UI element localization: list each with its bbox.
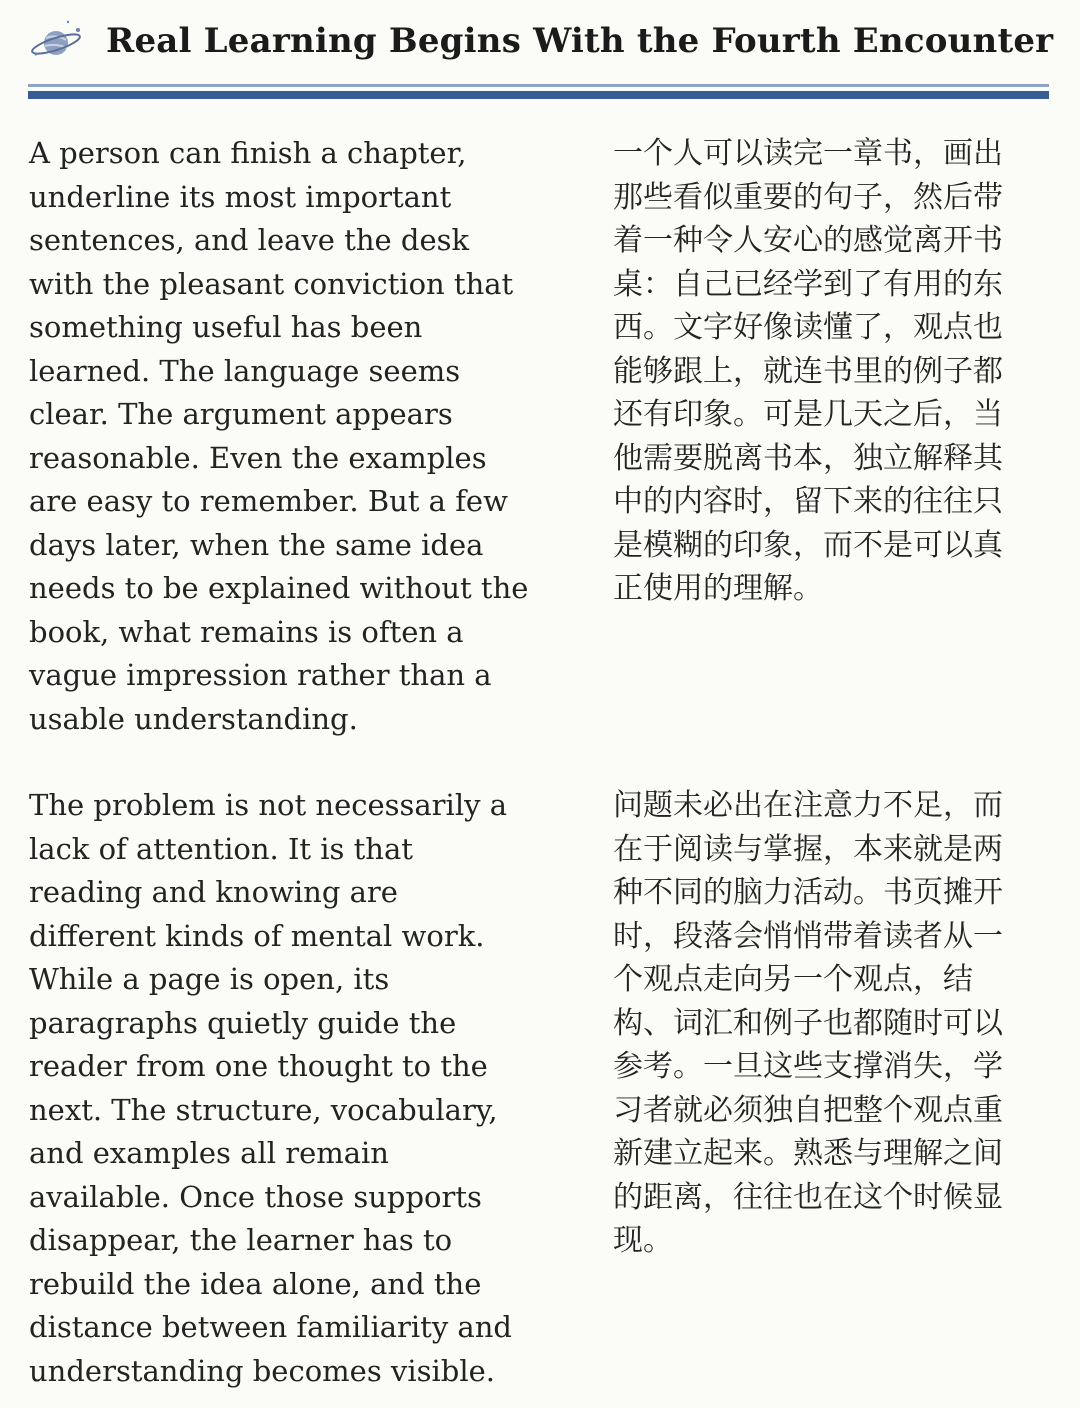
paragraph-1-english: A person can finish a chapter, underline its most important sentences, and leave the desk with the pleasant conviction that something useful has been learned. The language seems clear. The argument appears reasonable. Even the examples are easy to remember. But a few days later, when the same idea needs to be explained without the book, what remains is often a vague impression rather than a usable understanding. xyxy=(29,136,529,736)
page-title: Real Learning Begins With the Fourth Encounter xyxy=(106,21,1054,61)
page-header xyxy=(0,0,1080,100)
paragraph-2-chinese: 问题未必出在注意力不足，而 在于阅读与掌握，本来就是两 种不同的脑力活动。书页摊开 时，段落会悄悄带着读者从一 个观点走向另一个观点，结 构、词汇和例子也都随时可以 参考。一旦这些支撑消失，学 习者就必须独自把整个观点重 新建立起来。熟悉与理解之间 的距离，往往也在这个时候显 现。 xyxy=(613,788,1003,1258)
header-rule-thin xyxy=(28,84,1049,87)
header-rule-thick xyxy=(28,91,1049,99)
planet-ring-icon xyxy=(28,16,88,62)
paragraph-2-english: The problem is not necessarily a lack of attention. It is that reading and knowing are different kinds of mental work. While a page is open, its paragraphs quietly guide the reader from one thought to the next. The structure, vocabulary, and examples all remain available. Once those supports disappear, the learner has to rebuild the idea alone, and the distance between familiarity and understanding becomes visible. xyxy=(29,788,512,1388)
paragraph-1-chinese: 一个人可以读完一章书，画出 那些看似重要的句子，然后带 着一种令人安心的感觉离开书 桌：自己已经学到了有用的东 西。文字好像读懂了，观点也 能够跟上，就连书里的例子都 还有印象。可是几天之后，当 他需要脱离书本，独立解释其 中的内容时，留下来的往往只 是模糊的印象，而不是可以真 正使用的理解。 xyxy=(613,136,1003,606)
